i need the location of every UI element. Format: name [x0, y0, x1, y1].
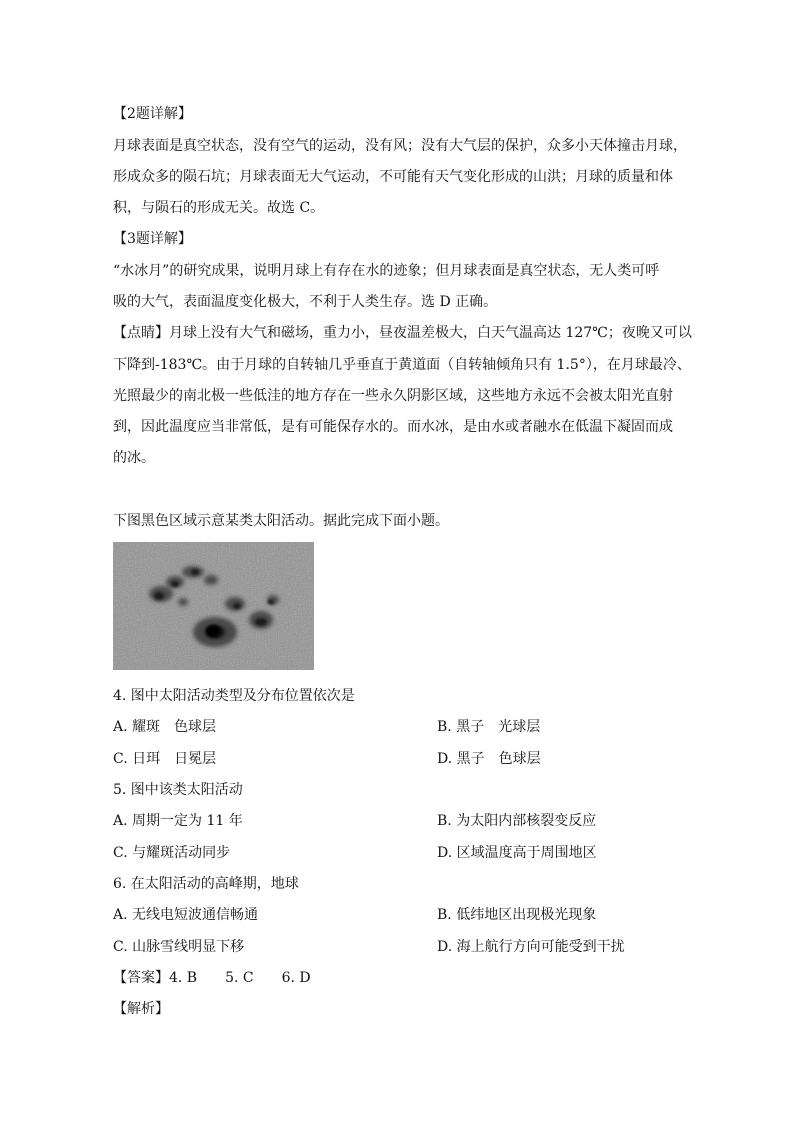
note-line-1: 【点睛】月球上没有大气和磁场，重力小，昼夜温差极大，白天气温高达 127℃；夜晚又可以: [113, 325, 692, 341]
question-5-option-a: A. 周期一定为 11 年: [113, 813, 243, 829]
answer-line: 【答案】4. B 5. C 6. D: [113, 970, 311, 986]
question-5-stem: 5. 图中该类太阳活动: [113, 782, 243, 798]
question-4-option-d: D. 黑子 色球层: [437, 751, 541, 767]
question-5-option-c: C. 与耀斑活动同步: [113, 845, 231, 861]
note-line-4: 到，因此温度应当非常低，是有可能保存水的。而水冰，是由水或者融水在低温下凝固而成: [113, 419, 673, 435]
question-4-option-a: A. 耀斑 色球层: [113, 719, 217, 735]
sunspot-image: [113, 542, 314, 670]
analysis-heading: 【解析】: [113, 1001, 169, 1017]
question-intro: 下图黑色区域示意某类太阳活动。据此完成下面小题。: [113, 513, 449, 529]
sec2-line-2: 形成众多的陨石坑；月球表面无大气运动，不可能有天气变化形成的山洪；月球的质量和体: [113, 169, 673, 185]
sec2-line-1: 月球表面是真空状态，没有空气的运动，没有风；没有大气层的保护，众多小天体撞击月球，: [113, 138, 687, 154]
sec2-heading: 【2题详解】: [113, 106, 192, 122]
sec3-line-1: “水冰月”的研究成果，说明月球上有存在水的迹象；但月球表面是真空状态，无人类可呼: [113, 263, 660, 279]
question-5-option-b: B. 为太阳内部核裂变反应: [437, 813, 597, 829]
question-6-option-b: B. 低纬地区出现极光现象: [437, 907, 597, 923]
question-4-option-c: C. 日珥 日冕层: [113, 751, 217, 767]
note-line-5: 的冰。: [113, 450, 155, 466]
question-6-stem: 6. 在太阳活动的高峰期，地球: [113, 876, 299, 892]
question-6-option-a: A. 无线电短波通信畅通: [113, 907, 259, 923]
sec3-line-2: 吸的大气，表面温度变化极大，不利于人类生存。选 D 正确。: [113, 294, 498, 310]
note-line-3: 光照最少的南北极一些低洼的地方存在一些永久阴影区域，这些地方永远不会被太阳光直射: [113, 388, 673, 404]
sec3-heading: 【3题详解】: [113, 231, 192, 247]
question-4-stem: 4. 图中太阳活动类型及分布位置依次是: [113, 688, 355, 704]
question-5-option-d: D. 区域温度高于周围地区: [437, 845, 597, 861]
question-4-option-b: B. 黑子 光球层: [437, 719, 541, 735]
question-6-option-d: D. 海上航行方向可能受到干扰: [437, 939, 625, 955]
note-line-2: 下降到-183℃。由于月球的自转轴几乎垂直于黄道面（自转轴倾角只有 1.5°），在月球最冷、: [113, 357, 691, 373]
question-6-option-c: C. 山脉雪线明显下移: [113, 939, 245, 955]
sec2-line-3: 积，与陨石的形成无关。故选 C。: [113, 200, 325, 216]
